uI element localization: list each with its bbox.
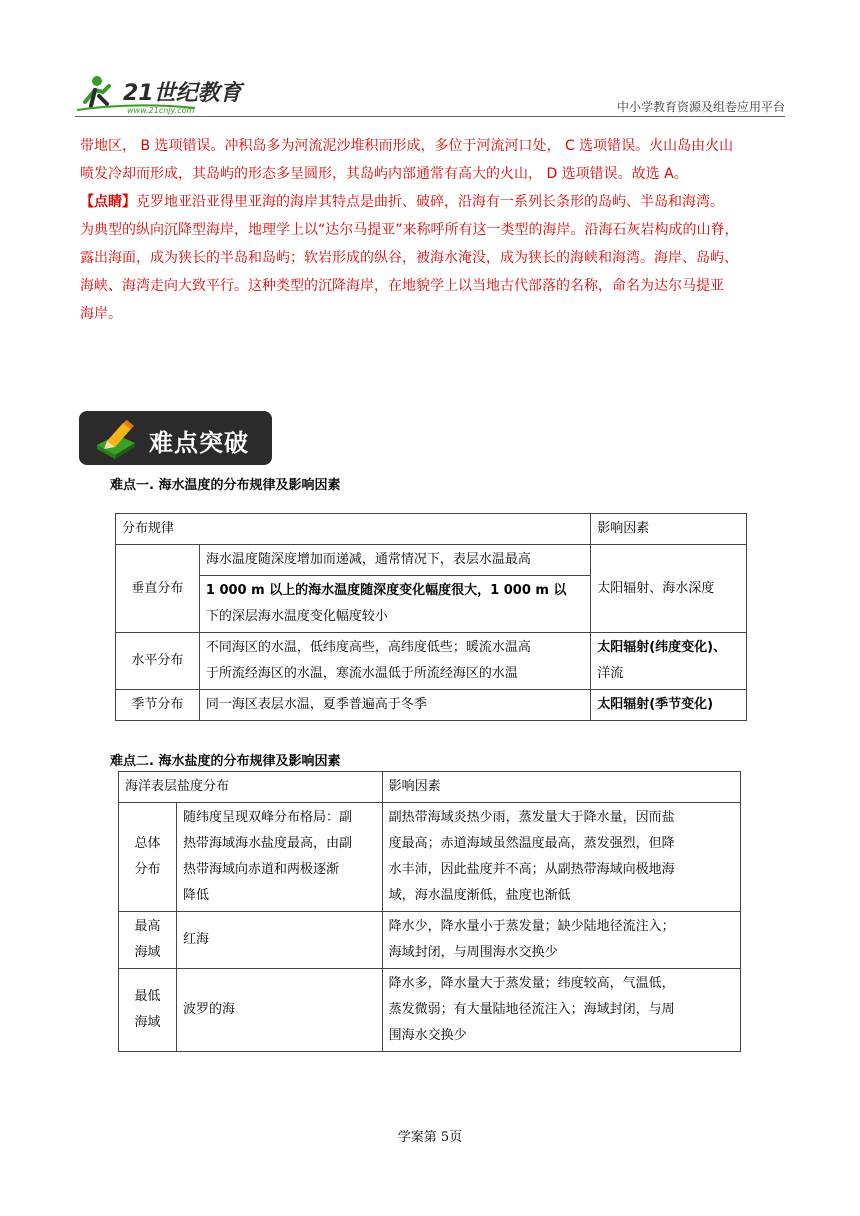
table-row xyxy=(119,772,741,803)
note-bracket: 【点睛】 xyxy=(80,194,136,210)
answer-explanation xyxy=(80,132,780,188)
note-line: 海峡、海湾走向大致平行。这种类型的沉降海岸，在地貌学上以当地古代部落的名称，命名为达尔马提亚 xyxy=(80,278,724,294)
table-cell: 太阳辐射、海水深度 xyxy=(591,545,747,633)
row-label: 水平分布 xyxy=(116,633,200,690)
table-row xyxy=(119,803,741,912)
table-cell: 红海 xyxy=(176,912,382,969)
table-cell: 太阳辐射(季节变化) xyxy=(591,690,747,721)
salinity-table xyxy=(118,771,741,1052)
platform-name: 中小学教育资源及组卷应用平台 xyxy=(616,100,785,114)
table-row xyxy=(116,545,747,576)
table-cell: 降水多，降水量大于蒸发量；纬度较高，气温低， 蒸发微弱；有大量陆地径流注入；海域封闭，与周 围海水交换少 xyxy=(382,969,740,1052)
note-line: 【点睛】克罗地亚沿亚得里亚海的海岸其特点是曲折、破碎，沿海有一系列长条形的岛屿、半岛和海湾。 xyxy=(80,194,724,210)
page-number: 学案第 5页 xyxy=(397,1130,463,1145)
row-label: 最高 海域 xyxy=(119,912,177,969)
table-header-cell: 影响因素 xyxy=(591,514,747,545)
table-header-cell: 海洋表层盐度分布 xyxy=(119,772,383,803)
note-line: 海岸。 xyxy=(80,306,122,322)
table-header-cell: 影响因素 xyxy=(382,772,740,803)
svg-text:www.21cnjy.com: www.21cnjy.com xyxy=(127,106,195,115)
row-label: 总体 分布 xyxy=(119,803,177,912)
table-row xyxy=(116,690,747,721)
table-cell: 不同海区的水温，低纬度高些，高纬度低些；暖流水温高 于所流经海区的水温，寒流水温低于所流经海区的水温 xyxy=(199,633,590,690)
runner-logo-icon xyxy=(75,72,245,116)
row-label: 垂直分布 xyxy=(116,545,200,633)
table-cell: 随纬度呈现双峰分布格局：副 热带海域海水盐度最高，由副 热带海域向赤道和两极逐渐 降低 xyxy=(176,803,382,912)
site-logo xyxy=(75,72,245,116)
row-label: 最低 海域 xyxy=(119,969,177,1052)
note-line: 露出海面，成为狭长的半岛和岛屿；软岩形成的纵谷，被海水淹没，成为狭长的海峡和海湾。海岸、岛屿、 xyxy=(80,250,738,266)
temperature-table xyxy=(115,513,747,721)
table-row xyxy=(116,633,747,690)
table-row xyxy=(119,912,741,969)
table-row xyxy=(116,514,747,545)
table-cell: 太阳辐射(纬度变化)、 洋流 xyxy=(591,633,747,690)
answer-line: 喷发冷却而形成，其岛屿的形态多呈圆形，其岛屿内部通常有高大的火山， D 选项错误。故选 A。 xyxy=(80,166,688,182)
section2-title: 难点二. 海水盐度的分布规律及影响因素 xyxy=(110,754,341,769)
note-paragraph xyxy=(80,188,780,328)
page-header xyxy=(75,72,785,118)
table-cell: 同一海区表层水温，夏季普遍高于冬季 xyxy=(199,690,590,721)
table-cell: 波罗的海 xyxy=(176,969,382,1052)
table-cell: 1 000 m 以上的海水温度随深度变化幅度很大，1 000 m 以 下的深层海水温度变化幅度较小 xyxy=(199,576,590,633)
pencil-book-icon xyxy=(93,419,139,459)
table-header-cell: 分布规律 xyxy=(116,514,591,545)
badge-title: 难点突破 xyxy=(149,429,249,457)
section-badge xyxy=(79,411,272,465)
section1-title: 难点一. 海水温度的分布规律及影响因素 xyxy=(110,478,341,493)
table-cell: 降水少，降水量小于蒸发量；缺少陆地径流注入； 海域封闭，与周围海水交换少 xyxy=(382,912,740,969)
note-line: 为典型的纵向沉降型海岸，地理学上以“达尔马提亚”来称呼所有这一类型的海岸。沿海石灰岩构成的山脊， xyxy=(80,222,739,238)
table-cell: 副热带海域炎热少雨，蒸发量大于降水量，因而盐 度最高；赤道海域虽然温度最高，蒸发强烈，但降 水丰沛，因此盐度并不高；从副热带海域向极地海 域，海水温度渐低，盐度也渐低 xyxy=(382,803,740,912)
svg-text:21世纪教育: 21世纪教育 xyxy=(123,81,242,106)
header-divider xyxy=(75,116,785,117)
table-row xyxy=(119,969,741,1052)
row-label: 季节分布 xyxy=(116,690,200,721)
answer-line: 带地区， B 选项错误。冲积岛多为河流泥沙堆积而形成，多位于河流河口处， C 选项错误。火山岛由火山 xyxy=(80,138,734,154)
table-cell: 海水温度随深度增加而递减，通常情况下，表层水温最高 xyxy=(199,545,590,576)
